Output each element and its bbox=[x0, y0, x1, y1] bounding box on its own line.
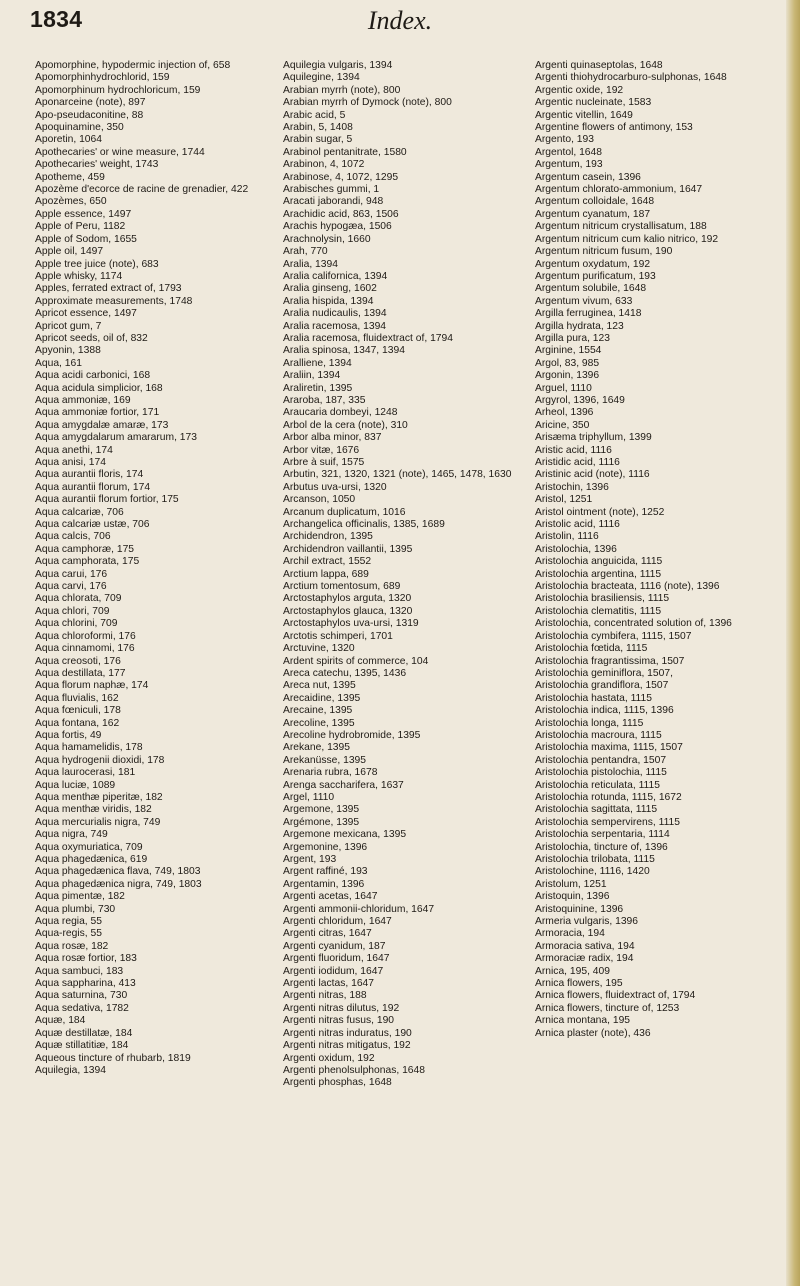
index-entry: Aqua luciæ, 1089 bbox=[35, 779, 116, 791]
index-entry: Arctuvine, 1320 bbox=[283, 643, 355, 655]
index-entry: Aralia racemosa, 1394 bbox=[283, 320, 387, 332]
index-entry: Arekanüsse, 1395 bbox=[283, 754, 367, 766]
index-entry: Aristolochia bracteata, 1116 (note), 1396 bbox=[535, 581, 720, 593]
index-entry: Arbre à suif, 1575 bbox=[283, 457, 365, 468]
index-entry: Armoraciæ radix, 194 bbox=[535, 953, 634, 965]
index-entry: Aqua anisi, 174 bbox=[35, 457, 106, 468]
index-entry: Arabin, 5, 1408 bbox=[283, 122, 353, 134]
index-entry: Apricot gum, 7 bbox=[35, 320, 102, 332]
index-entry: Aqua carvi, 176 bbox=[35, 581, 107, 593]
index-entry: Apple tree juice (note), 683 bbox=[35, 258, 159, 270]
index-entry: Aracati jaborandi, 948 bbox=[283, 196, 384, 208]
index-entry: Argenti acetas, 1647 bbox=[283, 891, 378, 903]
index-entry: Aristidic acid, 1116 bbox=[535, 457, 620, 468]
index-entry: Aristolochia hastata, 1115 bbox=[535, 692, 652, 704]
index-entry: Aqua aurantii floris, 174 bbox=[35, 469, 144, 481]
index-entry: Areca catechu, 1395, 1436 bbox=[283, 667, 407, 679]
index-entry: Aqua hamamelidis, 178 bbox=[35, 742, 143, 754]
index-entry: Arbutus uva-ursi, 1320 bbox=[283, 481, 387, 493]
index-entry: Arenga saccharifera, 1637 bbox=[283, 779, 404, 791]
index-entry: Aristolochia, 1396 bbox=[535, 543, 617, 555]
index-entry: Arecaidine, 1395 bbox=[283, 692, 361, 704]
index-entry: Arabic acid, 5 bbox=[283, 109, 346, 121]
index-entry: Areca nut, 1395 bbox=[283, 680, 356, 692]
index-entry: Apotheme, 459 bbox=[35, 171, 105, 183]
index-entry: Argemone, 1395 bbox=[283, 804, 360, 816]
index-entry: Aqua sambuci, 183 bbox=[35, 965, 124, 977]
index-entry: Aqua menthæ viridis, 182 bbox=[35, 804, 152, 816]
index-entry: Argentum nitricum cum kalio nitrico, 192 bbox=[535, 233, 719, 245]
index-entry: Aristoquin, 1396 bbox=[535, 891, 610, 903]
index-entry: Arctostaphylos uva-ursi, 1319 bbox=[283, 618, 419, 630]
index-entry: Araroba, 187, 335 bbox=[283, 394, 366, 406]
index-entry: Argent, 193 bbox=[283, 854, 337, 865]
index-entry: Argenti thiohydrocarburo-sulphonas, 1648 bbox=[535, 72, 727, 84]
index-entry: Apothecaries' or wine measure, 1744 bbox=[35, 146, 205, 158]
index-entry: Arnica flowers, 195 bbox=[535, 978, 623, 990]
index-entry: Aqua fœniculi, 178 bbox=[35, 705, 121, 717]
index-entry: Arabinose, 4, 1072, 1295 bbox=[283, 171, 399, 183]
index-entry: Argentum nitricum crystallisatum, 188 bbox=[535, 221, 707, 233]
index-entry: Argenti fluoridum, 1647 bbox=[283, 953, 390, 965]
index-entry: Arcanum duplicatum, 1016 bbox=[283, 506, 406, 518]
index-entry: Arginine, 1554 bbox=[535, 345, 602, 357]
index-entry: Apricot essence, 1497 bbox=[35, 308, 137, 320]
index-entry: Argonin, 1396 bbox=[535, 370, 600, 382]
index-entry: Aristolochia serpentaria, 1114 bbox=[535, 829, 670, 841]
index-entry: Aqua ammoniæ fortior, 171 bbox=[35, 407, 160, 419]
index-entry: Aqua camphorata, 175 bbox=[35, 556, 140, 568]
index-entry: Aristolochia macroura, 1115 bbox=[535, 729, 662, 741]
index-entry: Aristol, 1251 bbox=[535, 494, 593, 506]
index-entry: Aqua chlori, 709 bbox=[35, 605, 110, 617]
index-column-1 bbox=[35, 60, 275, 1077]
index-entry: Apyonin, 1388 bbox=[35, 345, 101, 357]
index-entry: Arecaine, 1395 bbox=[283, 705, 353, 717]
index-entry: Aqua calcis, 706 bbox=[35, 531, 111, 543]
index-entry: Arachidic acid, 863, 1506 bbox=[283, 208, 399, 220]
index-entry: Argenti nitras, 188 bbox=[283, 990, 367, 1002]
index-entry: Aristic acid, 1116 bbox=[535, 444, 612, 456]
index-entry: Aqua amygdalæ amaræ, 173 bbox=[35, 419, 169, 431]
index-entry: Aristolochia fœtida, 1115 bbox=[535, 643, 648, 655]
index-entry: Aqua rosæ fortior, 183 bbox=[35, 953, 137, 965]
index-entry: Aqua rosæ, 182 bbox=[35, 940, 109, 952]
index-entry: Argenti lactas, 1647 bbox=[283, 978, 375, 990]
index-entry: Aqua chlorata, 709 bbox=[35, 593, 122, 605]
index-entry: Aristolochia sempervirens, 1115 bbox=[535, 816, 680, 828]
index-entry: Araliin, 1394 bbox=[283, 370, 341, 382]
index-entry: Arabisches gummi, 1 bbox=[283, 184, 380, 196]
index-entry: Argenti oxidum, 192 bbox=[283, 1052, 375, 1064]
index-entry: Arctium lappa, 689 bbox=[283, 568, 369, 580]
index-entry: Aristolic acid, 1116 bbox=[535, 519, 620, 531]
index-entry: Argenti phenolsulphonas, 1648 bbox=[283, 1064, 425, 1076]
index-entry: Aqua fluvialis, 162 bbox=[35, 692, 119, 704]
index-entry: Arnica, 195, 409 bbox=[535, 965, 610, 977]
index-entry: Arnica flowers, fluidextract of, 1794 bbox=[535, 990, 696, 1002]
index-entry: Argentic vitellin, 1649 bbox=[535, 109, 633, 121]
index-entry: Aqua amygdalarum amararum, 173 bbox=[35, 432, 197, 444]
index-entry: Aralliene, 1394 bbox=[283, 357, 352, 369]
index-entry: Aristolochia clematitis, 1115 bbox=[535, 605, 662, 617]
index-entry: Armeria vulgaris, 1396 bbox=[535, 916, 639, 928]
index-entry: Argyrol, 1396, 1649 bbox=[535, 394, 625, 406]
index-entry: Apo-pseudaconitine, 88 bbox=[35, 109, 144, 121]
index-entry: Argol, 83, 985 bbox=[535, 357, 600, 369]
index-entry: Arabinon, 4, 1072 bbox=[283, 159, 365, 171]
index-entry: Aristolochia trilobata, 1115 bbox=[535, 854, 655, 865]
index-entry: Aqua plumbi, 730 bbox=[35, 903, 116, 915]
index-entry: Arbol de la cera (note), 310 bbox=[283, 419, 408, 431]
index-entry: Argentine flowers of antimony, 153 bbox=[535, 122, 693, 134]
index-entry: Aristolochia anguicida, 1115 bbox=[535, 556, 663, 568]
index-entry: Aquilegine, 1394 bbox=[283, 72, 360, 84]
index-entry: Arbor vitæ, 1676 bbox=[283, 444, 360, 456]
index-entry: Aqua sappharina, 413 bbox=[35, 978, 136, 990]
index-entry: Aristolochia geminiflora, 1507, bbox=[535, 667, 673, 679]
index-entry: Aquæ destillatæ, 184 bbox=[35, 1027, 133, 1039]
index-entry: Ardent spirits of commerce, 104 bbox=[283, 655, 429, 667]
index-entry: Aqua calcariæ, 706 bbox=[35, 506, 124, 518]
index-entry: Arekane, 1395 bbox=[283, 742, 350, 754]
index-entry: Aqua calcariæ ustæ, 706 bbox=[35, 519, 150, 531]
index-entry: Apoquinamine, 350 bbox=[35, 122, 124, 134]
index-entry: Arabian myrrh (note), 800 bbox=[283, 84, 401, 96]
index-entry: Aralia nudicaulis, 1394 bbox=[283, 308, 387, 320]
index-entry: Aqua carui, 176 bbox=[35, 568, 108, 580]
index-entry: Arctostaphylos arguta, 1320 bbox=[283, 593, 412, 605]
index-entry: Aquæ, 184 bbox=[35, 1015, 86, 1027]
index-entry: Aquæ stillatitiæ, 184 bbox=[35, 1040, 129, 1052]
index-entry: Arecoline hydrobromide, 1395 bbox=[283, 729, 421, 741]
index-entry: Arbor alba minor, 837 bbox=[283, 432, 382, 444]
index-entry: Argentum solubile, 1648 bbox=[535, 283, 647, 295]
index-entry: Aqua mercurialis nigra, 749 bbox=[35, 816, 161, 828]
index-entry: Armoracia, 194 bbox=[535, 928, 605, 940]
index-entry: Argentum cyanatum, 187 bbox=[535, 208, 651, 220]
index-entry: Arnica montana, 195 bbox=[535, 1015, 631, 1027]
index-entry: Aqua phagedænica, 619 bbox=[35, 854, 148, 865]
index-entry: Araucaria dombeyi, 1248 bbox=[283, 407, 398, 419]
index-entry: Aponarceine (note), 897 bbox=[35, 97, 146, 109]
index-entry: Arctotis schimperi, 1701 bbox=[283, 630, 393, 642]
index-entry: Arctostaphylos glauca, 1320 bbox=[283, 605, 413, 617]
index-entry: Argenti nitras dilutus, 192 bbox=[283, 1002, 400, 1014]
index-entry: Aqua phagedænica flava, 749, 1803 bbox=[35, 866, 201, 878]
index-entry: Arbutin, 321, 1320, 1321 (note), 1465, 1478, 1630 bbox=[283, 469, 512, 481]
index-entry: Apozème d'ecorce de racine de grenadier, 422 bbox=[35, 184, 249, 196]
index-entry: Argilla hydrata, 123 bbox=[535, 320, 624, 332]
index-entry: Arabin sugar, 5 bbox=[283, 134, 353, 146]
index-entry: Aralia, 1394 bbox=[283, 258, 338, 270]
index-entry: Aqua cinnamomi, 176 bbox=[35, 643, 135, 655]
index-entry: Aqua hydrogenii dioxidi, 178 bbox=[35, 754, 165, 766]
index-entry: Aralia ginseng, 1602 bbox=[283, 283, 377, 295]
index-entry: Arisæma triphyllum, 1399 bbox=[535, 432, 652, 444]
index-entry: Aqua saturnina, 730 bbox=[35, 990, 128, 1002]
index-entry: Aqua creosoti, 176 bbox=[35, 655, 121, 667]
index-entry: Argentamin, 1396 bbox=[283, 878, 365, 890]
index-entry: Argenti phosphas, 1648 bbox=[283, 1077, 392, 1089]
index-entry: Aqua camphoræ, 175 bbox=[35, 543, 135, 555]
index-entry: Aristolochia, concentrated solution of, 1396 bbox=[535, 618, 732, 630]
index-entry: Aristolochia pistolochia, 1115 bbox=[535, 767, 667, 779]
index-entry: Argilla pura, 123 bbox=[535, 332, 610, 344]
index-entry: Argémone, 1395 bbox=[283, 816, 360, 828]
index-entry: Aqua fontana, 162 bbox=[35, 717, 120, 729]
index-entry: Aristolochia fragrantissima, 1507 bbox=[535, 655, 685, 667]
index-entry: Aralia californica, 1394 bbox=[283, 270, 388, 282]
index-entry: Apothecaries' weight, 1743 bbox=[35, 159, 159, 171]
index-entry: Aqua anethi, 174 bbox=[35, 444, 113, 456]
index-entry: Argenti quinaseptolas, 1648 bbox=[535, 60, 663, 71]
index-entry: Armoracia sativa, 194 bbox=[535, 940, 635, 952]
index-entry: Aqueous tincture of rhubarb, 1819 bbox=[35, 1052, 191, 1064]
index-entry: Argenti nitras fusus, 190 bbox=[283, 1015, 395, 1027]
index-entry: Aqua fortis, 49 bbox=[35, 729, 102, 741]
index-entry: Aqua acidi carbonici, 168 bbox=[35, 370, 151, 382]
index-entry: Aqua destillata, 177 bbox=[35, 667, 126, 679]
index-entry: Argenti ammonii-chloridum, 1647 bbox=[283, 903, 435, 915]
index-entry: Apple whisky, 1174 bbox=[35, 270, 123, 282]
index-entry: Apomorphine, hypodermic injection of, 658 bbox=[35, 60, 231, 71]
index-entry: Argemonine, 1396 bbox=[283, 841, 368, 853]
index-entry: Aristolochia brasiliensis, 1115 bbox=[535, 593, 670, 605]
index-entry: Arctium tomentosum, 689 bbox=[283, 581, 401, 593]
index-entry: Aristol ointment (note), 1252 bbox=[535, 506, 665, 518]
index-entry: Arabinol pentanitrate, 1580 bbox=[283, 146, 407, 158]
index-entry: Argent raffiné, 193 bbox=[283, 866, 368, 878]
index-column-2 bbox=[283, 60, 528, 1090]
index-entry: Argenti citras, 1647 bbox=[283, 928, 372, 940]
index-entry: Aristolochia pentandra, 1507 bbox=[535, 754, 667, 766]
index-entry: Aristolochia argentina, 1115 bbox=[535, 568, 662, 580]
index-entry: Arachis hypogæa, 1506 bbox=[283, 221, 392, 233]
index-entry: Apricot seeds, oil of, 832 bbox=[35, 332, 148, 344]
index-entry: Argenti cyanidum, 187 bbox=[283, 940, 386, 952]
index-entry: Argentum nitricum fusum, 190 bbox=[535, 246, 673, 258]
index-entry: Arachnolysin, 1660 bbox=[283, 233, 371, 245]
index-entry: Archangelica officinalis, 1385, 1689 bbox=[283, 519, 445, 531]
index-entry: Apple essence, 1497 bbox=[35, 208, 132, 220]
index-entry: Argentum, 193 bbox=[535, 159, 603, 171]
index-entry: Aristolin, 1116 bbox=[535, 531, 599, 543]
index-entry: Aristolochia longa, 1115 bbox=[535, 717, 644, 729]
index-entry: Archidendron, 1395 bbox=[283, 531, 373, 543]
index-entry: Aqua aurantii florum, 174 bbox=[35, 481, 151, 493]
index-entry: Argenti iodidum, 1647 bbox=[283, 965, 384, 977]
index-entry: Aristochin, 1396 bbox=[535, 481, 609, 493]
index-entry: Aristolochia rotunda, 1115, 1672 bbox=[535, 791, 682, 803]
index-entry: Arenaria rubra, 1678 bbox=[283, 767, 378, 779]
index-entry: Approximate measurements, 1748 bbox=[35, 295, 193, 307]
index-entry: Arnica flowers, tincture of, 1253 bbox=[535, 1002, 680, 1014]
index-entry: Arecoline, 1395 bbox=[283, 717, 355, 729]
index-entry: Argenti nitras mitigatus, 192 bbox=[283, 1040, 411, 1052]
index-entry: Argentum casein, 1396 bbox=[535, 171, 641, 183]
index-entry: Aristolochia sagittata, 1115 bbox=[535, 804, 658, 816]
index-entry: Aqua menthæ piperitæ, 182 bbox=[35, 791, 163, 803]
page-header bbox=[30, 6, 770, 46]
index-entry: Aqua pimentæ, 182 bbox=[35, 891, 125, 903]
index-entry: Aquilegia vulgaris, 1394 bbox=[283, 60, 393, 71]
index-entry: Aqua regia, 55 bbox=[35, 916, 102, 928]
index-entry: Argentum chlorato-ammonium, 1647 bbox=[535, 184, 703, 196]
index-entry: Aqua acidula simplicior, 168 bbox=[35, 382, 163, 394]
index-entry: Aqua-regis, 55 bbox=[35, 928, 102, 940]
index-entry: Aristinic acid (note), 1116 bbox=[535, 469, 650, 481]
index-entry: Aqua laurocerasi, 181 bbox=[35, 767, 136, 779]
index-entry: Aristolochia, tincture of, 1396 bbox=[535, 841, 668, 853]
index-entry: Argentic nucleinate, 1583 bbox=[535, 97, 652, 109]
index-entry: Aristolochia reticulata, 1115 bbox=[535, 779, 660, 791]
index-entry: Aqua aurantii florum fortior, 175 bbox=[35, 494, 179, 506]
index-entry: Aquilegia, 1394 bbox=[35, 1064, 106, 1076]
index-entry: Apple oil, 1497 bbox=[35, 246, 104, 258]
index-entry: Argentol, 1648 bbox=[535, 146, 602, 158]
index-entry: Aricine, 350 bbox=[535, 419, 590, 431]
index-entry: Aristolum, 1251 bbox=[535, 878, 607, 890]
index-entry: Aralia spinosa, 1347, 1394 bbox=[283, 345, 405, 357]
index-entry: Arheol, 1396 bbox=[535, 407, 594, 419]
index-entry: Apple of Peru, 1182 bbox=[35, 221, 126, 233]
index-entry: Aristoquinine, 1396 bbox=[535, 903, 624, 915]
index-entry: Aralia racemosa, fluidextract of, 1794 bbox=[283, 332, 453, 344]
index-entry: Aqua chloroformi, 176 bbox=[35, 630, 136, 642]
index-entry: Apomorphinum hydrochloricum, 159 bbox=[35, 84, 201, 96]
index-entry: Argilla ferruginea, 1418 bbox=[535, 308, 642, 320]
index-entry: Aqua, 161 bbox=[35, 357, 82, 369]
index-entry: Apomorphinhydrochlorid, 159 bbox=[35, 72, 170, 84]
index-entry: Aqua oxymuriatica, 709 bbox=[35, 841, 143, 853]
index-entry: Argentum purificatum, 193 bbox=[535, 270, 656, 282]
index-entry: Argemone mexicana, 1395 bbox=[283, 829, 407, 841]
page-title: Index. bbox=[367, 6, 433, 35]
index-entry: Argento, 193 bbox=[535, 134, 594, 146]
index-entry: Aporetin, 1064 bbox=[35, 134, 102, 146]
index-entry: Argentic oxide, 192 bbox=[535, 84, 624, 96]
index-entry: Argentum vivum, 633 bbox=[535, 295, 633, 307]
index-entry: Archil extract, 1552 bbox=[283, 556, 372, 568]
index-entry: Archidendron vaillantii, 1395 bbox=[283, 543, 413, 555]
index-entry: Aristolochine, 1116, 1420 bbox=[535, 866, 650, 878]
index-entry: Arguel, 1110 bbox=[535, 382, 592, 394]
index-entry: Aqua florum naphæ, 174 bbox=[35, 680, 149, 692]
index-entry: Aristolochia cymbifera, 1115, 1507 bbox=[535, 630, 692, 642]
index-entry: Apples, ferrated extract of, 1793 bbox=[35, 283, 182, 295]
index-entry: Aqua sedativa, 1782 bbox=[35, 1002, 129, 1014]
page-edge bbox=[786, 0, 800, 1286]
index-entry: Argenti nitras induratus, 190 bbox=[283, 1027, 412, 1039]
index-entry: Araliretin, 1395 bbox=[283, 382, 353, 394]
index-entry: Argel, 1110 bbox=[283, 791, 335, 803]
index-entry: Aqua ammoniæ, 169 bbox=[35, 394, 131, 406]
index-entry: Argentum colloidale, 1648 bbox=[535, 196, 655, 208]
index-entry: Apozèmes, 650 bbox=[35, 196, 107, 208]
index-column-3 bbox=[535, 60, 780, 1040]
index-entry: Aristolochia maxima, 1115, 1507 bbox=[535, 742, 683, 754]
index-entry: Aqua chlorini, 709 bbox=[35, 618, 118, 630]
index-entry: Arnica plaster (note), 436 bbox=[535, 1027, 651, 1039]
index-entry: Aristolochia grandiflora, 1507 bbox=[535, 680, 669, 692]
index-entry: Apple of Sodom, 1655 bbox=[35, 233, 137, 245]
index-entry: Arah, 770 bbox=[283, 246, 328, 258]
index-entry: Aralia hispida, 1394 bbox=[283, 295, 374, 307]
index-entry: Aqua nigra, 749 bbox=[35, 829, 108, 841]
index-entry: Arabian myrrh of Dymock (note), 800 bbox=[283, 97, 452, 109]
index-entry: Aristolochia indica, 1115, 1396 bbox=[535, 705, 674, 717]
index-entry: Argenti chloridum, 1647 bbox=[283, 916, 392, 928]
index-entry: Arcanson, 1050 bbox=[283, 494, 356, 506]
index-entry: Aqua phagedænica nigra, 749, 1803 bbox=[35, 878, 202, 890]
index-entry: Argentum oxydatum, 192 bbox=[535, 258, 651, 270]
page-number: 1834 bbox=[30, 6, 83, 32]
